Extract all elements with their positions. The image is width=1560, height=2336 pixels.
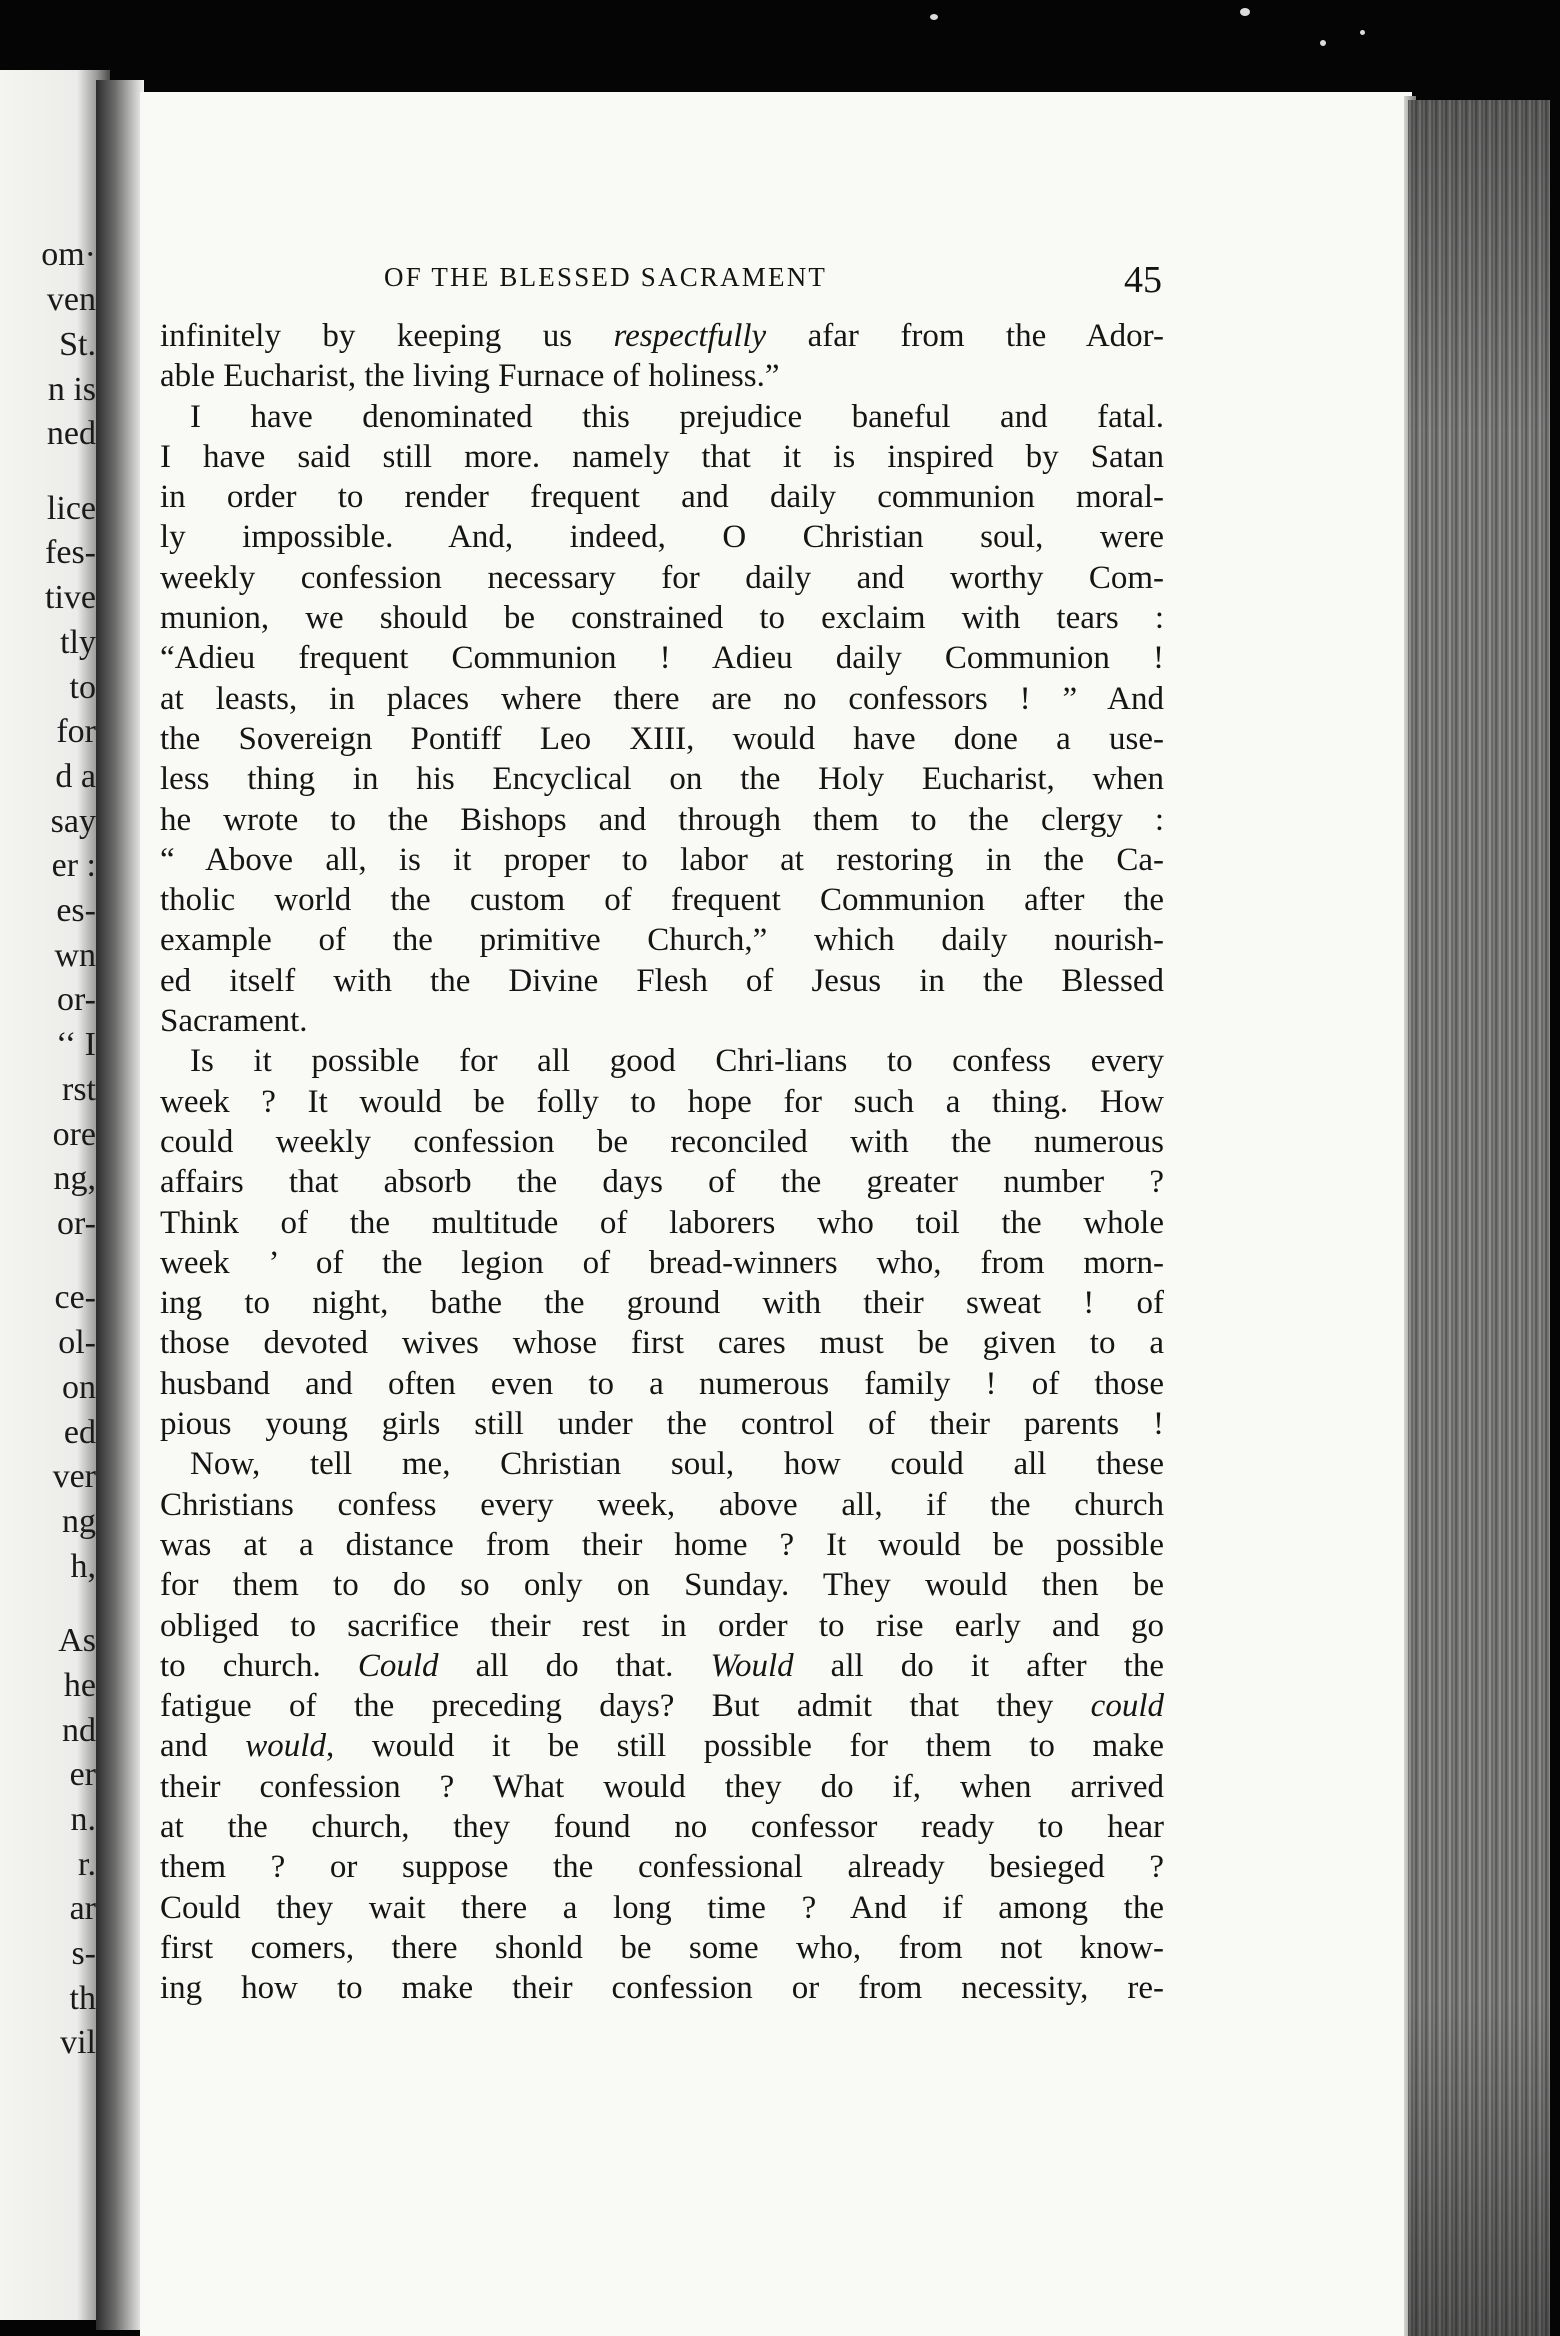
dust-speck xyxy=(1240,8,1250,16)
text-line: at leasts, in places where there are no confessors ! ” And xyxy=(160,680,1164,717)
text-line: Sacrament. xyxy=(160,1003,308,1040)
facing-page-text-fragment: vil xyxy=(60,2024,96,2061)
page-number: 45 xyxy=(1124,259,1162,301)
facing-page-text-fragment: h, xyxy=(70,1548,96,1585)
facing-page-text-fragment: r. xyxy=(78,1846,96,1883)
facing-page-text-fragment: tive xyxy=(45,579,96,616)
text-run: fatigue of the preceding days? But admit that they xyxy=(160,1688,1091,1725)
facing-page-text-fragment: lice xyxy=(46,490,96,527)
facing-page-text-fragment: om· xyxy=(41,236,96,273)
italic-text: Could xyxy=(357,1647,439,1684)
text-line: ing how to make their confession or from necessity, re- xyxy=(160,1970,1164,2007)
text-line: ed itself with the Divine Flesh of Jesus in the Blessed xyxy=(160,962,1164,999)
facing-page-text-fragment: or- xyxy=(57,981,96,1018)
text-line: their confession ? What would they do if, when arrived xyxy=(160,1768,1164,1805)
text-line: pious young girls still under the control of their parents ! xyxy=(160,1406,1164,1443)
text-line: for them to do so only on Sunday. They would then be xyxy=(160,1567,1164,1604)
text-line: the Sovereign Pontiff Leo XIII, would have done a use- xyxy=(160,720,1164,757)
facing-page-text-fragment: or- xyxy=(57,1205,96,1242)
text-line: “ Above all, is it proper to labor at restoring in the Ca- xyxy=(160,841,1164,878)
text-run: all do that. xyxy=(438,1647,711,1684)
text-run: to church. xyxy=(160,1647,358,1684)
text-line: week ? It would be folly to hope for such a thing. How xyxy=(160,1083,1164,1120)
facing-page-text-fragment: ore xyxy=(52,1116,96,1153)
text-line: them ? or suppose the confessional already besieged ? xyxy=(160,1849,1164,1886)
facing-page-text-fragment: wn xyxy=(54,937,96,974)
facing-page-text-fragment: es- xyxy=(56,892,96,929)
text-line: example of the primitive Church,” which daily nourish- xyxy=(160,922,1164,959)
text-line: “Adieu frequent Communion ! Adieu daily Communion ! xyxy=(160,640,1164,677)
text-line: he wrote to the Bishops and through them to the clergy : xyxy=(160,801,1164,838)
facing-page-text-fragment: ‘‘ I xyxy=(56,1026,96,1063)
body-text xyxy=(160,316,1164,2008)
text-line: at the church, they found no confessor ready to hear xyxy=(160,1808,1164,1845)
facing-page-text-fragment: ned xyxy=(46,415,96,452)
text-line: obliged to sacrifice their rest in order to rise early and go xyxy=(160,1607,1164,1644)
facing-page-text-fragment: er xyxy=(69,1756,96,1793)
text-line xyxy=(160,1726,1164,1766)
dust-speck xyxy=(1320,40,1326,46)
text-line: husband and often even to a numerous family ! of those xyxy=(160,1365,1164,1402)
text-run: infinitely by keeping us xyxy=(160,318,614,354)
facing-page-text-fragment: ed xyxy=(63,1414,96,1451)
italic-text: would xyxy=(245,1728,326,1765)
facing-page-text-fragment: ce- xyxy=(54,1279,96,1316)
dust-speck xyxy=(930,14,938,20)
text-line xyxy=(160,1646,1164,1686)
text-line: Think of the multitude of laborers who toil the whole xyxy=(160,1204,1164,1241)
facing-page-text-fragment: ar xyxy=(69,1890,96,1927)
facing-page-text-fragment: tly xyxy=(60,624,96,661)
facing-page-text-fragment: ng xyxy=(62,1503,96,1540)
text-run: afar from the Ador- xyxy=(766,318,1164,354)
facing-page-text-fragment: to xyxy=(69,669,96,706)
text-line: Christians confess every week, above all, if the church xyxy=(160,1486,1164,1523)
italic-text: respectfully xyxy=(613,318,767,354)
facing-page-text-fragment: for xyxy=(56,713,96,750)
text-line: Now, tell me, Christian soul, how could all these xyxy=(190,1446,1164,1483)
italic-text: Would xyxy=(710,1647,794,1684)
running-head: OF THE BLESSED SACRAMENT xyxy=(384,262,828,292)
text-line: ing to night, bathe the ground with their sweat ! of xyxy=(160,1285,1164,1322)
book-gutter xyxy=(96,80,144,2330)
facing-page-text-fragment: n is xyxy=(47,371,96,408)
facing-page-text-fragment: As xyxy=(58,1622,96,1659)
facing-page-text-fragment: s- xyxy=(71,1935,96,1972)
text-line: tholic world the custom of frequent Communion after the xyxy=(160,882,1164,919)
facing-page-text-fragment: ol- xyxy=(58,1324,96,1361)
text-run: and xyxy=(160,1728,246,1765)
text-run: all do it after the xyxy=(793,1647,1164,1684)
facing-page-sliver xyxy=(0,70,110,2320)
dust-speck xyxy=(1360,30,1365,35)
text-line: Could they wait there a long time ? And if among the xyxy=(160,1889,1164,1926)
facing-page-text-fragment: he xyxy=(63,1667,96,1704)
text-line: those devoted wives whose first cares must be given to a xyxy=(160,1325,1164,1362)
book-fore-edge xyxy=(1408,100,1550,2336)
text-line: weekly confession necessary for daily and worthy Com- xyxy=(160,559,1164,596)
text-line: ly impossible. And, indeed, O Christian soul, were xyxy=(160,519,1164,556)
facing-page-text-fragment: St. xyxy=(59,326,96,363)
text-line: I have said still more. namely that it is inspired by Satan xyxy=(160,438,1164,475)
facing-page-text-fragment: say xyxy=(50,803,96,840)
facing-page-text-fragment: nd xyxy=(62,1712,96,1749)
text-run: , would it be still possible for them to make xyxy=(325,1728,1164,1765)
text-line: in order to render frequent and daily communion moral- xyxy=(160,479,1164,516)
text-line: able Eucharist, the living Furnace of holiness.” xyxy=(160,358,780,395)
facing-page-text-fragment: er : xyxy=(51,847,96,884)
text-line: could weekly confession be reconciled with the numerous xyxy=(160,1123,1164,1160)
text-line xyxy=(160,1686,1164,1726)
text-line: Is it possible for all good Chri-lians to confess every xyxy=(190,1043,1164,1080)
text-line: munion, we should be constrained to exclaim with tears : xyxy=(160,600,1164,637)
facing-page-text-fragment: d a xyxy=(55,758,96,795)
facing-page-text-fragment: ng, xyxy=(53,1160,96,1197)
text-line: affairs that absorb the days of the greater number ? xyxy=(160,1164,1164,1201)
facing-page-text-fragment: ven xyxy=(46,281,96,318)
text-line: I have denominated this prejudice baneful and fatal. xyxy=(190,398,1164,435)
text-line: less thing in his Encyclical on the Holy Eucharist, when xyxy=(160,761,1164,798)
facing-page-text-fragment: th xyxy=(69,1980,96,2017)
facing-page-text-fragment: ver xyxy=(52,1458,96,1495)
facing-page-text-fragment: on xyxy=(62,1369,96,1406)
facing-page-text-fragment: fes- xyxy=(45,534,96,571)
facing-page-text-fragment: n. xyxy=(70,1801,96,1838)
text-line: week ’ of the legion of bread-winners who, from morn- xyxy=(160,1244,1164,1281)
text-line xyxy=(160,316,1164,356)
italic-text: could xyxy=(1090,1688,1164,1725)
text-line: first comers, there shonld be some who, from not know- xyxy=(160,1929,1164,1966)
facing-page-text-fragment: rst xyxy=(62,1071,96,1108)
text-line: was at a distance from their home ? It would be possible xyxy=(160,1526,1164,1563)
